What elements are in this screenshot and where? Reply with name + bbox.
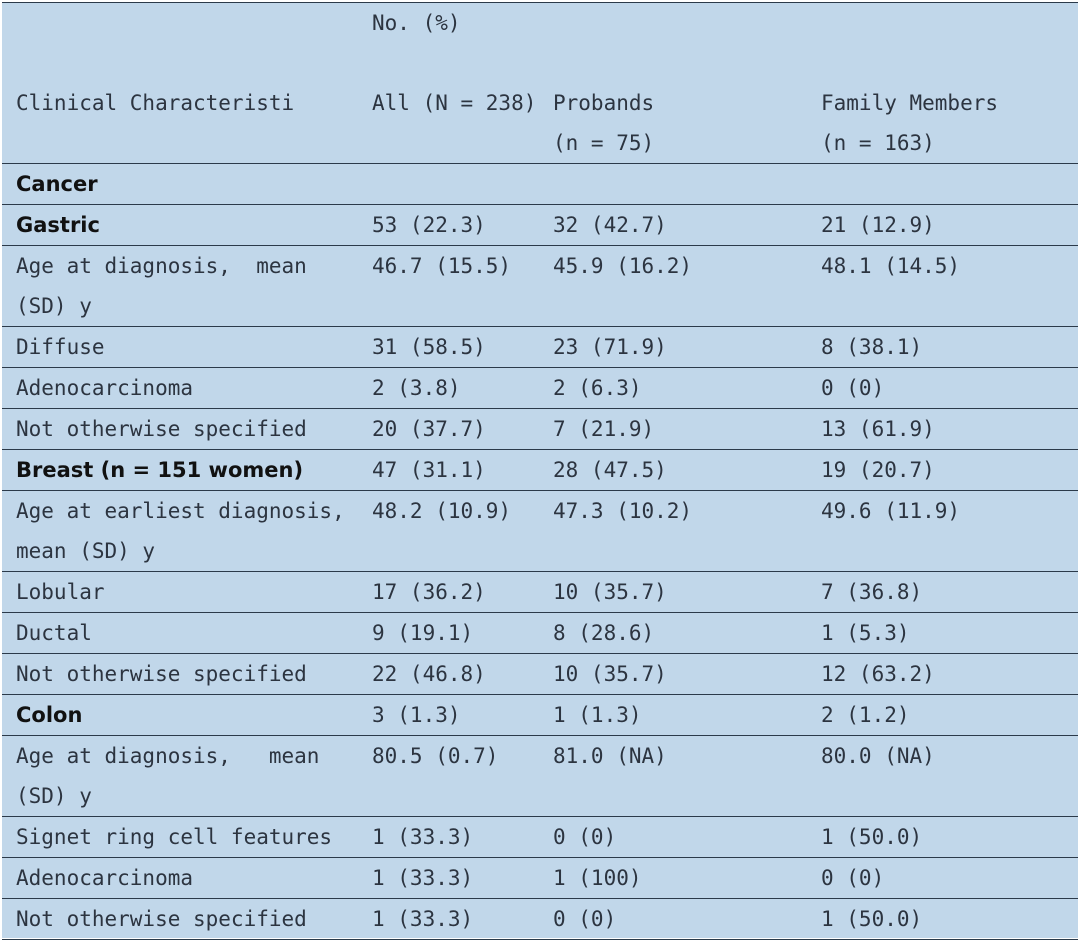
table-row bbox=[2, 572, 1078, 613]
cell-all: 31 (58.5) bbox=[358, 327, 539, 368]
cell-family: 0 (0) bbox=[807, 858, 1078, 899]
header-blank-cell bbox=[2, 3, 358, 44]
row-label: Diffuse bbox=[2, 327, 358, 368]
row-label: Age at diagnosis, mean (SD) y bbox=[2, 246, 358, 327]
table-row bbox=[2, 695, 1078, 736]
column-header-row bbox=[2, 43, 1078, 164]
column-header-family-text: Family Members (n = 163) bbox=[821, 91, 999, 155]
cell-family: 21 (12.9) bbox=[807, 205, 1078, 246]
cell-all: 2 (3.8) bbox=[358, 368, 539, 409]
table-row bbox=[2, 368, 1078, 409]
cell-probands: 81.0 (NA) bbox=[539, 736, 807, 817]
row-label: Adenocarcinoma bbox=[2, 368, 358, 409]
table-row bbox=[2, 817, 1078, 858]
cell-family: 13 (61.9) bbox=[807, 409, 1078, 450]
column-header-probands-text: Probands (n = 75) bbox=[553, 91, 655, 155]
cell-family: 48.1 (14.5) bbox=[807, 246, 1078, 327]
cell-probands: 7 (21.9) bbox=[539, 409, 807, 450]
cell-probands: 2 (6.3) bbox=[539, 368, 807, 409]
table-row bbox=[2, 736, 1078, 817]
cell-all: 48.2 (10.9) bbox=[358, 491, 539, 572]
cell-probands: 28 (47.5) bbox=[539, 450, 807, 491]
row-label: Not otherwise specified bbox=[2, 654, 358, 695]
table-row bbox=[2, 164, 1078, 205]
row-label: Lobular bbox=[2, 572, 358, 613]
cell-family: 2 (1.2) bbox=[807, 695, 1078, 736]
table-row bbox=[2, 613, 1078, 654]
section-label: Colon bbox=[2, 695, 358, 736]
cell-family: 12 (63.2) bbox=[807, 654, 1078, 695]
row-label: Ductal bbox=[2, 613, 358, 654]
cell-family: 8 (38.1) bbox=[807, 327, 1078, 368]
cell-all: 9 (19.1) bbox=[358, 613, 539, 654]
cell-family: 1 (50.0) bbox=[807, 899, 1078, 940]
table-row bbox=[2, 327, 1078, 368]
cell-all: 1 (33.3) bbox=[358, 899, 539, 940]
cell-family: 49.6 (11.9) bbox=[807, 491, 1078, 572]
column-header-all bbox=[358, 43, 539, 164]
cell-all: 47 (31.1) bbox=[358, 450, 539, 491]
cell-probands: 10 (35.7) bbox=[539, 572, 807, 613]
cell-all: 1 (33.3) bbox=[358, 858, 539, 899]
row-label: Adenocarcinoma bbox=[2, 858, 358, 899]
cell-all bbox=[358, 164, 539, 205]
table-row bbox=[2, 899, 1078, 940]
cell-probands: 32 (42.7) bbox=[539, 205, 807, 246]
percent-label: No. (%) bbox=[358, 3, 1078, 44]
row-label: Signet ring cell features bbox=[2, 817, 358, 858]
table-row bbox=[2, 246, 1078, 327]
table-row bbox=[2, 450, 1078, 491]
cell-all: 3 (1.3) bbox=[358, 695, 539, 736]
percent-header-row bbox=[2, 3, 1078, 44]
column-header-characteristic-text: Clinical Characteristi bbox=[16, 91, 295, 115]
cell-all: 1 (33.3) bbox=[358, 817, 539, 858]
table-row bbox=[2, 409, 1078, 450]
row-label: Not otherwise specified bbox=[2, 409, 358, 450]
cell-family: 19 (20.7) bbox=[807, 450, 1078, 491]
cell-probands: 1 (1.3) bbox=[539, 695, 807, 736]
table-row bbox=[2, 858, 1078, 899]
section-label: Breast (n = 151 women) bbox=[2, 450, 358, 491]
column-header-probands bbox=[539, 43, 807, 164]
section-label: Gastric bbox=[2, 205, 358, 246]
table-row bbox=[2, 491, 1078, 572]
cell-all: 17 (36.2) bbox=[358, 572, 539, 613]
cell-all: 46.7 (15.5) bbox=[358, 246, 539, 327]
cell-probands: 47.3 (10.2) bbox=[539, 491, 807, 572]
cell-family: 7 (36.8) bbox=[807, 572, 1078, 613]
column-header-all-text: All (N = 238) bbox=[372, 91, 537, 115]
row-label: Not otherwise specified bbox=[2, 899, 358, 940]
cell-all: 80.5 (0.7) bbox=[358, 736, 539, 817]
cell-probands: 45.9 (16.2) bbox=[539, 246, 807, 327]
cell-family: 1 (5.3) bbox=[807, 613, 1078, 654]
cell-family: 1 (50.0) bbox=[807, 817, 1078, 858]
cell-probands: 1 (100) bbox=[539, 858, 807, 899]
cell-all: 53 (22.3) bbox=[358, 205, 539, 246]
column-header-characteristic bbox=[2, 43, 358, 164]
cell-probands: 8 (28.6) bbox=[539, 613, 807, 654]
row-label: Age at earliest diagnosis, mean (SD) y bbox=[2, 491, 358, 572]
section-label: Cancer bbox=[2, 164, 358, 205]
cell-probands: 23 (71.9) bbox=[539, 327, 807, 368]
cell-probands: 10 (35.7) bbox=[539, 654, 807, 695]
data-table bbox=[2, 2, 1078, 940]
cell-all: 20 (37.7) bbox=[358, 409, 539, 450]
cell-probands: 0 (0) bbox=[539, 899, 807, 940]
cell-family bbox=[807, 164, 1078, 205]
column-header-family bbox=[807, 43, 1078, 164]
cell-family: 0 (0) bbox=[807, 368, 1078, 409]
cell-all: 22 (46.8) bbox=[358, 654, 539, 695]
cell-probands bbox=[539, 164, 807, 205]
cell-probands: 0 (0) bbox=[539, 817, 807, 858]
row-label: Age at diagnosis, mean (SD) y bbox=[2, 736, 358, 817]
table-row bbox=[2, 654, 1078, 695]
table-row bbox=[2, 205, 1078, 246]
cell-family: 80.0 (NA) bbox=[807, 736, 1078, 817]
clinical-characteristics-table bbox=[2, 2, 1078, 938]
